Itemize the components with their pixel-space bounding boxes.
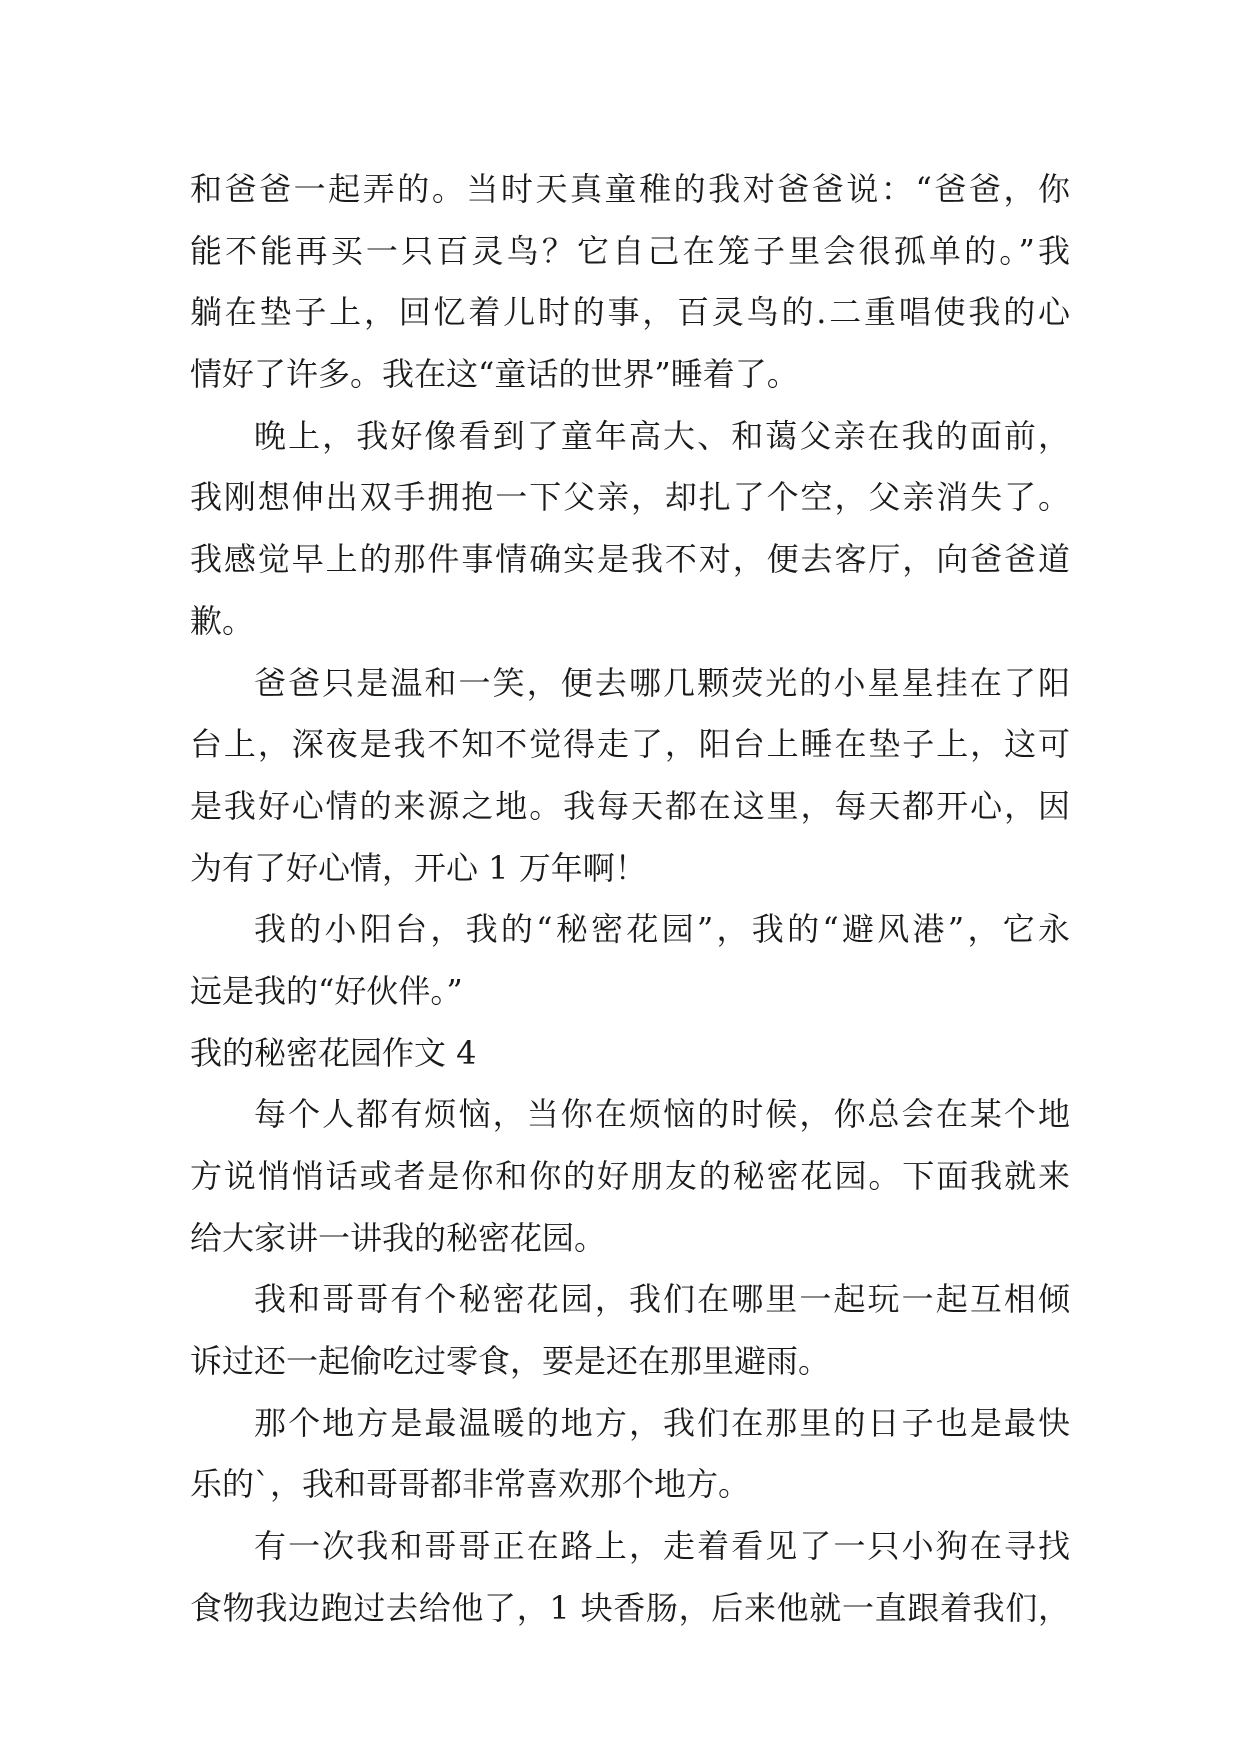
document-body: [190, 159, 1070, 1640]
text-line: 情好了许多。我在这“童话的世界”睡着了。: [190, 355, 799, 394]
text-line: 每个人都有烦恼，当你在烦恼的时候，你总会在某个地: [254, 1095, 1070, 1134]
text-line: 那个地方是最温暖的地方，我们在那里的日子也是最快: [254, 1403, 1070, 1442]
text-line: 我刚想伸出双手拥抱一下父亲，却扎了个空，父亲消失了。: [190, 478, 1070, 517]
text-line: 乐的`，我和哥哥都非常喜欢那个地方。: [190, 1465, 751, 1504]
text-line: 我和哥哥有个秘密花园，我们在哪里一起玩一起互相倾: [254, 1280, 1070, 1319]
text-line: 晚上，我好像看到了童年高大、和蔼父亲在我的面前，: [254, 416, 1070, 455]
text-line: 歉。: [190, 601, 255, 640]
text-line: 是我好心情的来源之地。我每天都在这里，每天都开心，因: [190, 786, 1070, 825]
text-line: 爸爸只是温和一笑，便去哪几颗荧光的小星星挂在了阳: [254, 663, 1070, 702]
text-line: 我感觉早上的那件事情确实是我不对，便去客厅，向爸爸道: [190, 540, 1070, 579]
text-line: 为有了好心情，开心 1 万年啊！: [190, 848, 647, 887]
text-line: 和爸爸一起弄的。当时天真童稚的我对爸爸说：“爸爸，你: [190, 170, 1070, 208]
text-line: 食物我边跑过去给他了，1 块香肠，后来他就一直跟着我们，: [190, 1588, 1070, 1627]
text-line: 诉过还一起偷吃过零食，要是还在那里避雨。: [190, 1342, 831, 1381]
text-line: 给大家讲一讲我的秘密花园。: [190, 1218, 607, 1257]
section-heading: 我的秘密花园作文 4: [190, 1033, 477, 1072]
text-line: 躺在垫子上，回忆着儿时的事，百灵鸟的.二重唱使我的心: [190, 293, 1070, 332]
text-line: 远是我的“好伙伴。”: [190, 971, 463, 1010]
text-line: 能不能再买一只百灵鸟？它自己在笼子里会很孤单的。”我: [190, 231, 1070, 270]
text-line: 台上，深夜是我不知不觉得走了，阳台上睡在垫子上，这可: [190, 725, 1070, 764]
text-line: 方说悄悄话或者是你和你的好朋友的秘密花园。下面我就来: [190, 1157, 1070, 1195]
text-line: 有一次我和哥哥正在路上，走着看见了一只小狗在寻找: [254, 1527, 1070, 1566]
text-line: 我的小阳台，我的“秘密花园”，我的“避风港”，它永: [254, 910, 1070, 949]
